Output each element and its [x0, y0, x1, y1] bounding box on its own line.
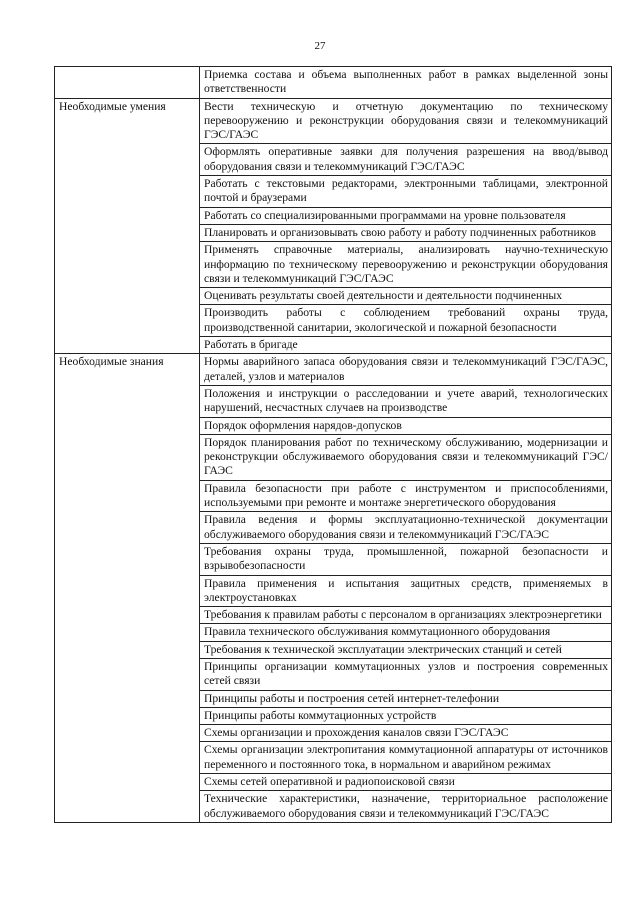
requirement-text: Нормы аварийного запаса оборудования связи и телекоммуникаций ГЭС/ГАЭС, деталей, узлов и материалов [200, 354, 612, 386]
requirement-text: Вести техническую и отчетную документацию по техническому перевооружению и реконструкции оборудования связи и телекоммуникаций ГЭС/ГАЭС [200, 98, 612, 144]
requirement-text: Схемы организации и прохождения каналов связи ГЭС/ГАЭС [200, 725, 612, 742]
requirement-text: Требования к технической эксплуатации электрических станций и сетей [200, 641, 612, 658]
requirement-text: Правила ведения и формы эксплуатационно-технической документации обслуживаемого оборудования связи и телекоммуникаций ГЭС/ГАЭС [200, 512, 612, 544]
table-row [55, 98, 612, 144]
requirement-text: Порядок планирования работ по техническому обслуживанию, модернизации и реконструкции обслуживаемого оборудования связи и телекоммуникаций ГЭС/ГАЭС [200, 434, 612, 480]
requirement-text: Порядок оформления нарядов-допусков [200, 417, 612, 434]
section-label [55, 67, 200, 99]
section-label: Необходимые умения [55, 98, 200, 354]
requirement-text: Планировать и организовывать свою работу и работу подчиненных работников [200, 224, 612, 241]
requirements-table [54, 66, 612, 823]
requirement-text: Технические характеристики, назначение, территориальное расположение обслуживаемого оборудования связи и телекоммуникаций ГЭС/ГАЭС [200, 791, 612, 823]
table-row [55, 354, 612, 386]
requirement-text: Работать с текстовыми редакторами, электронными таблицами, электронной почтой и браузерами [200, 176, 612, 208]
requirement-text: Требования охраны труда, промышленной, пожарной безопасности и взрывобезопасности [200, 543, 612, 575]
requirement-text: Оценивать результаты своей деятельности и деятельности подчиненных [200, 288, 612, 305]
requirement-text: Производить работы с соблюдением требований охраны труда, производственной санитарии, экологической и пожарной безопасности [200, 305, 612, 337]
requirement-text: Правила безопасности при работе с инструментом и приспособлениями, используемыми при ремонте и монтаже энергетического оборудования [200, 480, 612, 512]
requirement-text: Приемка состава и объема выполненных работ в рамках выделенной зоны ответственности [200, 67, 612, 99]
requirement-text: Принципы организации коммутационных узлов и построения современных сетей связи [200, 658, 612, 690]
requirements-table-body [55, 67, 612, 823]
requirement-text: Требования к правилам работы с персоналом в организациях электроэнергетики [200, 607, 612, 624]
requirement-text: Работать со специализированными программами на уровне пользователя [200, 207, 612, 224]
requirement-text: Принципы работы и построения сетей интернет-телефонии [200, 690, 612, 707]
page-number: 27 [314, 40, 326, 52]
section-label: Необходимые знания [55, 354, 200, 823]
requirement-text: Правила применения и испытания защитных средств, применяемых в электроустановках [200, 575, 612, 607]
requirement-text: Схемы сетей оперативной и радиопоисковой связи [200, 774, 612, 791]
table-row [55, 67, 612, 99]
requirement-text: Оформлять оперативные заявки для получения разрешения на ввод/вывод оборудования связи и телекоммуникаций ГЭС/ГАЭС [200, 144, 612, 176]
requirement-text: Применять справочные материалы, анализировать научно-техническую информацию по техническому перевооружению и реконструкции оборудования связи и телекоммуникаций ГЭС/ГАЭС [200, 242, 612, 288]
requirement-text: Схемы организации электропитания коммутационной аппаратуры от источников переменного и постоянного тока, в нормальном и аварийном режимах [200, 742, 612, 774]
requirement-text: Работать в бригаде [200, 337, 612, 354]
requirement-text: Правила технического обслуживания коммутационного оборудования [200, 624, 612, 641]
requirement-text: Принципы работы коммутационных устройств [200, 707, 612, 724]
requirement-text: Положения и инструкции о расследовании и учете аварий, технологических нарушений, несчастных случаев на производстве [200, 385, 612, 417]
